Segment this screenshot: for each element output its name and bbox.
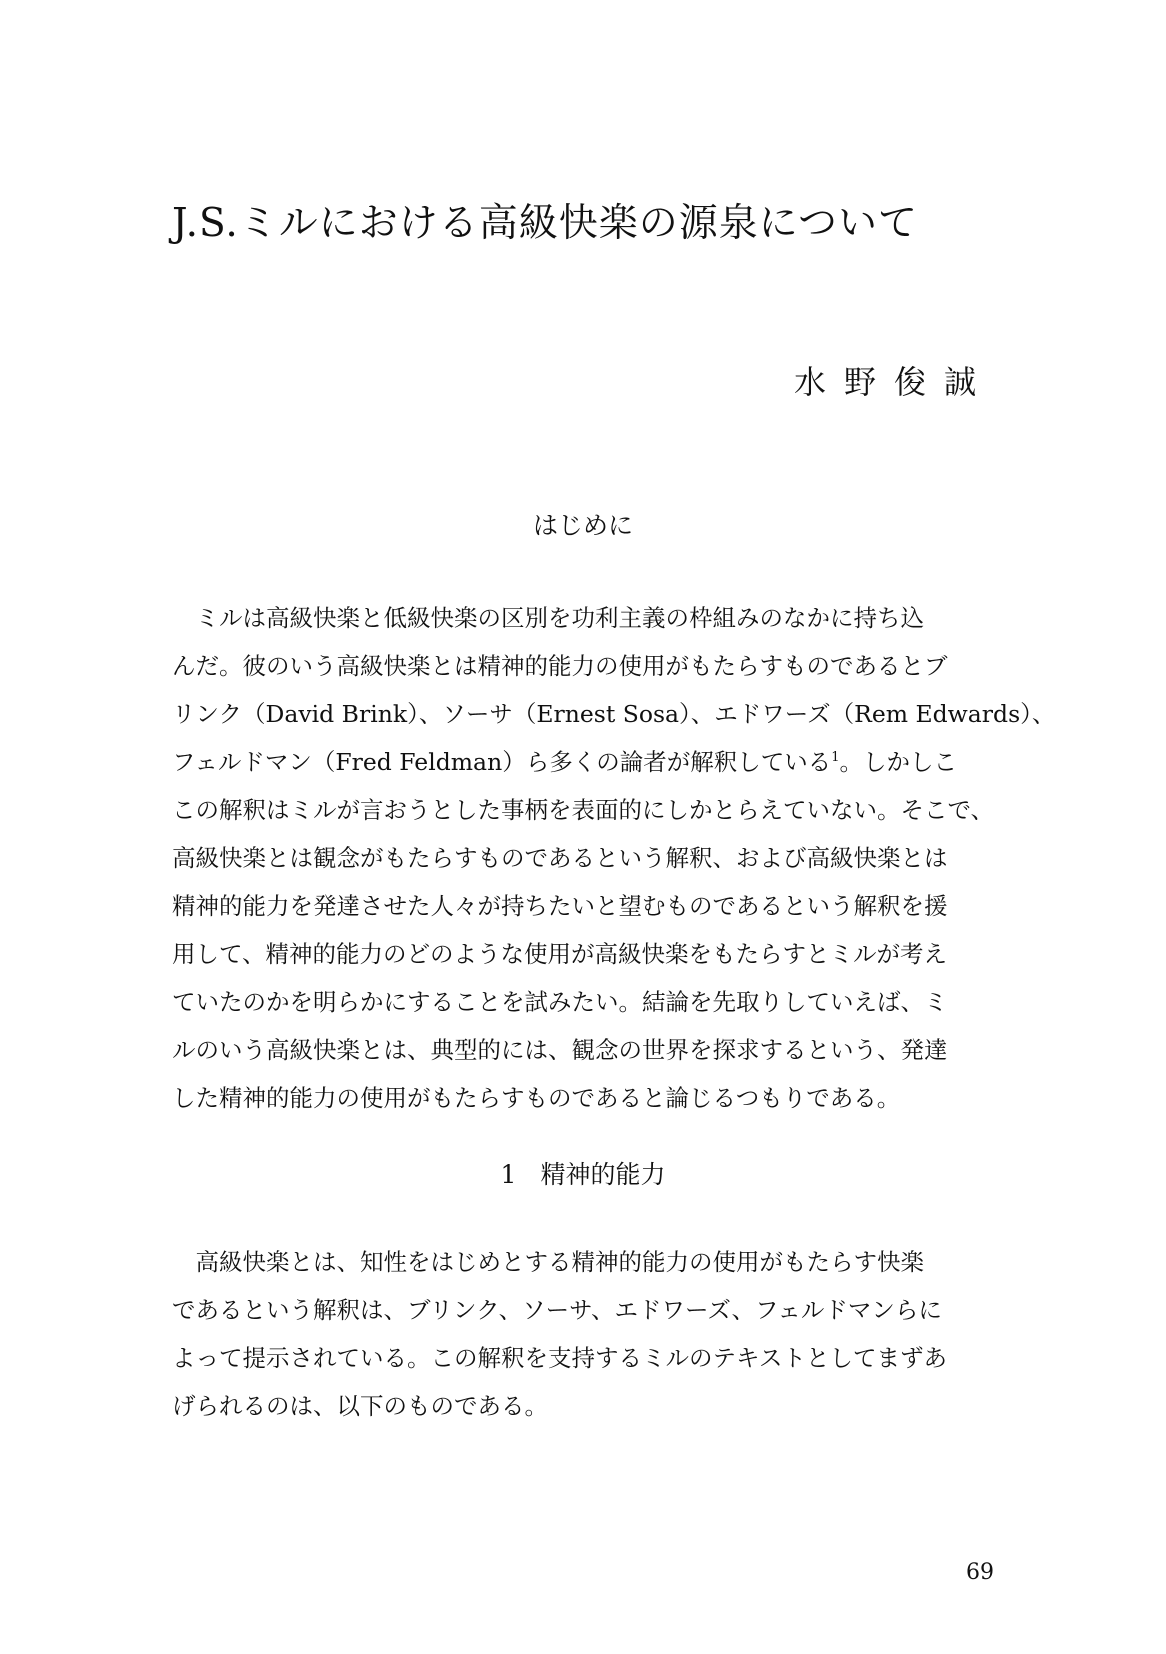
author-name: 水野俊誠 <box>793 363 994 401</box>
paragraph-line-with-footnote <box>172 738 994 786</box>
paragraph-line: 高級快楽とは観念がもたらすものであるという解釈、および高級快楽とは <box>172 844 948 872</box>
paragraph-line: この解釈はミルが言おうとした事柄を表面的にしかとらえていない。そこで、 <box>172 796 995 824</box>
section-1-heading <box>172 1155 994 1195</box>
paragraph-line: であるという解釈は、ブリンク、ソーサ、エドワーズ、フェルドマンらに <box>172 1296 942 1324</box>
paragraph-line: リンク（David Brink）、ソーサ（Ernest Sosa）、エドワーズ（Rem Edwards）、 <box>172 700 1056 728</box>
paragraph-line: した精神的能力の使用がもたらすものであると論じるつもりである。 <box>172 1084 901 1112</box>
paragraph-line: 精神的能力を発達させた人々が持ちたいと望むものであるという解釈を援 <box>172 892 948 920</box>
section-number: 1 <box>500 1160 517 1189</box>
paragraph-line: ていたのかを明らかにすることを試みたい。結論を先取りしていえば、ミ <box>172 988 948 1016</box>
paragraph-line: 用して、精神的能力のどのような使用が高級快楽をもたらすとミルが考え <box>172 940 948 968</box>
footnote-marker[interactable]: 1 <box>831 750 840 765</box>
article-title: J.S.ミルにおける高級快楽の源泉について <box>172 201 918 246</box>
page-number: 69 <box>966 1560 994 1585</box>
paragraph-line: よって提示されている。この解釈を支持するミルのテキストとしてまずあ <box>172 1344 948 1372</box>
paragraph-line-text: フェルドマン（Fred Feldman）ら多くの論者が解釈している <box>172 748 832 776</box>
paragraph-line: げられるのは、以下のものである。 <box>172 1392 548 1420</box>
paragraph-line: ミルは高級快楽と低級快楽の区別を功利主義の枠組みのなかに持ち込 <box>172 604 924 632</box>
intro-heading: はじめに <box>532 511 633 540</box>
section-title: 精神的能力 <box>540 1160 666 1189</box>
paragraph-line: ルのいう高級快楽とは、典型的には、観念の世界を探求するという、発達 <box>172 1036 948 1064</box>
paragraph-line-tail: 。しかしこ <box>839 748 957 776</box>
paragraph-line: 高級快楽とは、知性をはじめとする精神的能力の使用がもたらす快楽 <box>172 1248 924 1276</box>
section-1-paragraph <box>172 1238 994 1430</box>
intro-paragraph <box>172 594 1056 1122</box>
paragraph-line: んだ。彼のいう高級快楽とは精神的能力の使用がもたらすものであるとブ <box>172 652 948 680</box>
